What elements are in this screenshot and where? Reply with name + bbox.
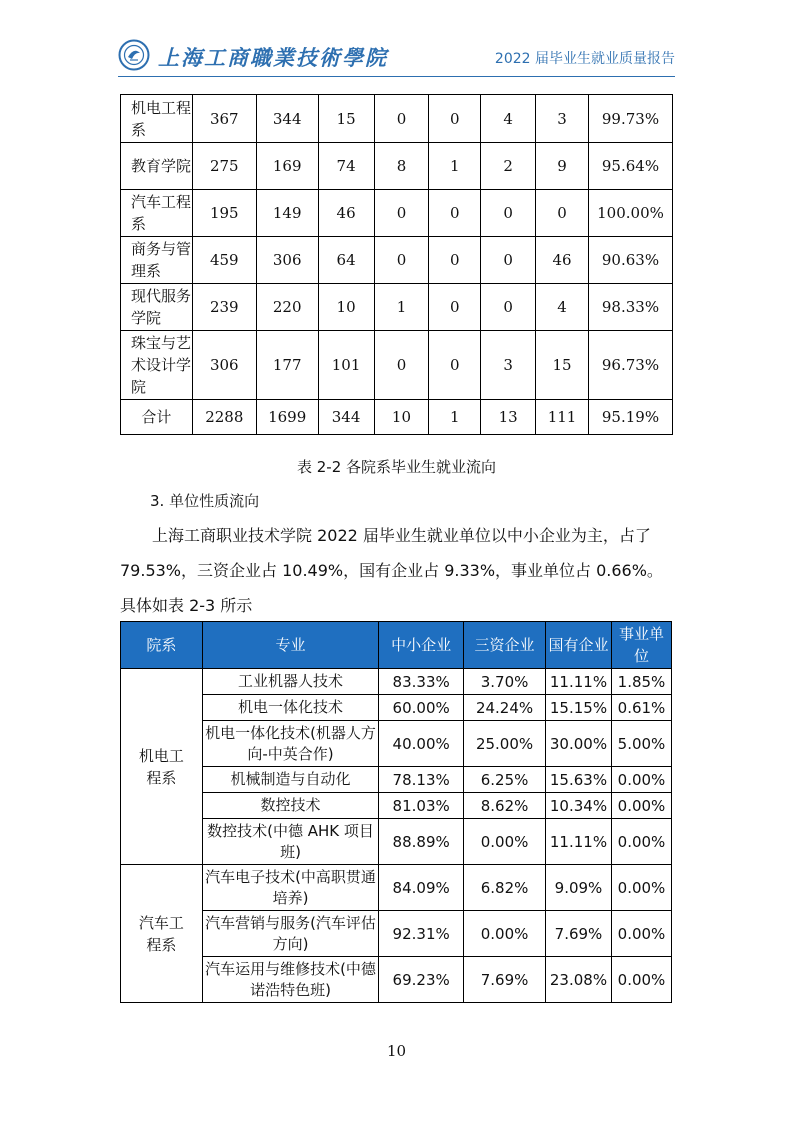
major-cell: 汽车营销与服务(汽车评估方向) (202, 911, 378, 957)
count-cell: 0 (374, 331, 429, 400)
percentage-cell: 92.31% (379, 911, 464, 957)
table-row (121, 865, 672, 911)
count-cell: 220 (256, 284, 318, 331)
department-employment-table (120, 94, 673, 435)
major-cell: 汽车运用与维修技术(中德诺浩特色班) (202, 957, 378, 1003)
percentage-cell: 5.00% (611, 721, 671, 767)
department-cell: 机电工程系 (121, 95, 193, 143)
percentage-cell: 1.85% (611, 669, 671, 695)
department-cell: 机电工程系 (121, 669, 203, 865)
employment-rate-cell: 95.64% (589, 143, 673, 190)
percentage-cell: 83.33% (379, 669, 464, 695)
table-row (121, 911, 672, 957)
count-cell: 0 (481, 284, 536, 331)
percentage-cell: 6.25% (464, 767, 546, 793)
count-cell: 9 (536, 143, 589, 190)
percentage-cell: 60.00% (379, 695, 464, 721)
count-cell: 0 (536, 190, 589, 237)
percentage-cell: 3.70% (464, 669, 546, 695)
count-cell: 111 (536, 400, 589, 435)
percentage-cell: 0.61% (611, 695, 671, 721)
percentage-cell: 69.23% (379, 957, 464, 1003)
department-cell: 合计 (121, 400, 193, 435)
count-cell: 1 (429, 143, 481, 190)
column-header: 三资企业 (464, 622, 546, 669)
page-number: 10 (386, 1042, 407, 1060)
count-cell: 8 (374, 143, 429, 190)
percentage-cell: 15.63% (546, 767, 612, 793)
count-cell: 0 (374, 237, 429, 284)
count-cell: 0 (374, 95, 429, 143)
percentage-cell: 8.62% (464, 793, 546, 819)
count-cell: 10 (374, 400, 429, 435)
column-header: 国有企业 (546, 622, 612, 669)
report-title: 2022 届毕业生就业质量报告 (494, 51, 675, 67)
column-header: 院系 (121, 622, 203, 669)
count-cell: 1 (429, 400, 481, 435)
percentage-cell: 15.15% (546, 695, 612, 721)
major-cell: 工业机器人技术 (202, 669, 378, 695)
table-row (121, 669, 672, 695)
percentage-cell: 11.11% (546, 819, 612, 865)
count-cell: 4 (481, 95, 536, 143)
count-cell: 46 (318, 190, 374, 237)
department-cell: 珠宝与艺术设计学院 (121, 331, 193, 400)
table-caption: 表 2-2 各院系毕业生就业流向 (296, 458, 497, 476)
percentage-cell: 0.00% (611, 767, 671, 793)
count-cell: 2 (481, 143, 536, 190)
count-cell: 15 (318, 95, 374, 143)
percentage-cell: 88.89% (379, 819, 464, 865)
percentage-cell: 78.13% (379, 767, 464, 793)
employment-rate-cell: 98.33% (589, 284, 673, 331)
department-cell: 汽车工程系 (121, 190, 193, 237)
count-cell: 0 (429, 95, 481, 143)
count-cell: 0 (374, 190, 429, 237)
count-cell: 4 (536, 284, 589, 331)
column-header: 事业单位 (611, 622, 671, 669)
employment-rate-cell: 100.00% (589, 190, 673, 237)
major-cell: 机械制造与自动化 (202, 767, 378, 793)
percentage-cell: 0.00% (464, 911, 546, 957)
count-cell: 3 (536, 95, 589, 143)
percentage-cell: 0.00% (611, 819, 671, 865)
percentage-cell: 7.69% (464, 957, 546, 1003)
count-cell: 239 (192, 284, 256, 331)
count-cell: 275 (192, 143, 256, 190)
count-cell: 15 (536, 331, 589, 400)
column-header: 中小企业 (379, 622, 464, 669)
count-cell: 64 (318, 237, 374, 284)
count-cell: 306 (192, 331, 256, 400)
table-row (121, 284, 673, 331)
count-cell: 0 (429, 190, 481, 237)
percentage-cell: 9.09% (546, 865, 612, 911)
percentage-cell: 10.34% (546, 793, 612, 819)
count-cell: 1699 (256, 400, 318, 435)
count-cell: 306 (256, 237, 318, 284)
percentage-cell: 7.69% (546, 911, 612, 957)
percentage-cell: 0.00% (611, 865, 671, 911)
percentage-cell: 30.00% (546, 721, 612, 767)
table-row (121, 695, 672, 721)
count-cell: 0 (429, 331, 481, 400)
count-cell: 195 (192, 190, 256, 237)
count-cell: 0 (481, 237, 536, 284)
table-row (121, 190, 673, 237)
page-header (118, 38, 675, 77)
table-row (121, 95, 673, 143)
table-row (121, 721, 672, 767)
percentage-cell: 25.00% (464, 721, 546, 767)
count-cell: 344 (256, 95, 318, 143)
body-paragraph (120, 518, 673, 623)
department-cell: 现代服务学院 (121, 284, 193, 331)
count-cell: 344 (318, 400, 374, 435)
percentage-cell: 40.00% (379, 721, 464, 767)
table-row (121, 400, 673, 435)
employment-rate-cell: 99.73% (589, 95, 673, 143)
section-subheading: 3. 单位性质流向 (150, 492, 260, 510)
count-cell: 46 (536, 237, 589, 284)
employment-rate-cell: 95.19% (589, 400, 673, 435)
percentage-cell: 84.09% (379, 865, 464, 911)
count-cell: 10 (318, 284, 374, 331)
department-cell: 汽车工程系 (121, 865, 203, 1003)
percentage-cell: 0.00% (611, 957, 671, 1003)
count-cell: 0 (481, 190, 536, 237)
count-cell: 0 (429, 237, 481, 284)
major-cell: 数控技术(中德 AHK 项目班) (202, 819, 378, 865)
major-cell: 机电一体化技术 (202, 695, 378, 721)
count-cell: 1 (374, 284, 429, 331)
percentage-cell: 0.00% (611, 793, 671, 819)
table-row (121, 767, 672, 793)
percentage-cell: 0.00% (464, 819, 546, 865)
major-cell: 机电一体化技术(机器人方向-中英合作) (202, 721, 378, 767)
department-cell: 教育学院 (121, 143, 193, 190)
table-row (121, 237, 673, 284)
count-cell: 367 (192, 95, 256, 143)
employment-rate-cell: 96.73% (589, 331, 673, 400)
table-header-row (121, 622, 672, 669)
table-row (121, 331, 673, 400)
percentage-cell: 81.03% (379, 793, 464, 819)
count-cell: 0 (429, 284, 481, 331)
percentage-cell: 0.00% (611, 911, 671, 957)
percentage-cell: 11.11% (546, 669, 612, 695)
table-row (121, 957, 672, 1003)
major-cell: 数控技术 (202, 793, 378, 819)
employment-rate-cell: 90.63% (589, 237, 673, 284)
department-cell: 商务与管理系 (121, 237, 193, 284)
percentage-cell: 6.82% (464, 865, 546, 911)
count-cell: 2288 (192, 400, 256, 435)
school-logo-text: 上海工商職業技術學院 (158, 45, 388, 70)
column-header: 专业 (202, 622, 378, 669)
count-cell: 169 (256, 143, 318, 190)
count-cell: 3 (481, 331, 536, 400)
paragraph-text: 上海工商职业技术学院 2022 届毕业生就业单位以中小企业为主，占了 79.53%，三资企业占 10.49%，国有企业占 9.33%，事业单位占 0.66%。具体如表 2-3 所示 (120, 526, 663, 615)
count-cell: 101 (318, 331, 374, 400)
table-row (121, 143, 673, 190)
unit-nature-table (120, 621, 672, 1003)
count-cell: 74 (318, 143, 374, 190)
percentage-cell: 23.08% (546, 957, 612, 1003)
count-cell: 149 (256, 190, 318, 237)
percentage-cell: 24.24% (464, 695, 546, 721)
major-cell: 汽车电子技术(中高职贯通培养) (202, 865, 378, 911)
count-cell: 13 (481, 400, 536, 435)
count-cell: 459 (192, 237, 256, 284)
count-cell: 177 (256, 331, 318, 400)
school-logo-icon (118, 39, 150, 71)
table-row (121, 793, 672, 819)
table-row (121, 819, 672, 865)
